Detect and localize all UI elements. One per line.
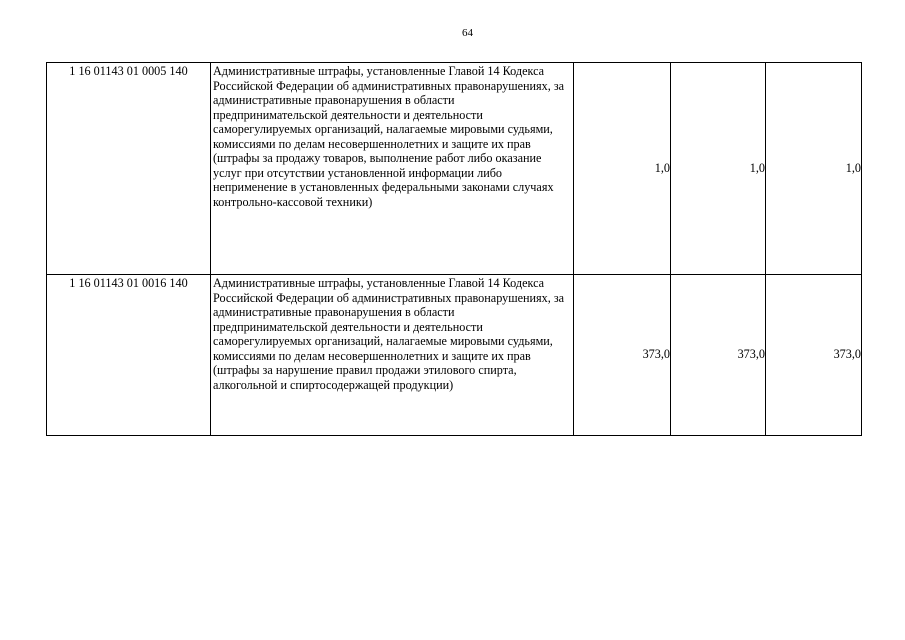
amount-year-3: 373,0 bbox=[766, 275, 862, 436]
table-row bbox=[47, 63, 862, 275]
amount-year-1: 1,0 bbox=[574, 63, 671, 275]
amount-year-3: 1,0 bbox=[766, 63, 862, 275]
budget-revenue-table bbox=[46, 62, 862, 436]
revenue-description: Административные штрафы, установленные Главой 14 Кодекса Российской Федерации об административных правонарушениях, за административные правонарушения в области предпринимательской деятельности и деятельности саморегулируемых организаций, налагаемые мировыми судьями, комиссиями по делам несовершеннолетних и защите их прав (штрафы за нарушение правил продажи этилового спирта, алкогольной и спиртосодержащей продукции) bbox=[211, 275, 574, 436]
revenue-description: Административные штрафы, установленные Главой 14 Кодекса Российской Федерации об административных правонарушениях, за административные правонарушения в области предпринимательской деятельности и деятельности саморегулируемых организаций, налагаемые мировыми судьями, комиссиями по делам несовершеннолетних и защите их прав (штрафы за продажу товаров, выполнение работ либо оказание услуг при отсутствии установленной информации либо неприменение в установленных федеральными законами случаях контрольно-кассовой техники) bbox=[211, 63, 574, 275]
budget-classification-code: 1 16 01143 01 0005 140 bbox=[47, 63, 211, 275]
amount-year-2: 1,0 bbox=[671, 63, 766, 275]
amount-year-1: 373,0 bbox=[574, 275, 671, 436]
table-row bbox=[47, 275, 862, 436]
amount-year-2: 373,0 bbox=[671, 275, 766, 436]
page-number: 64 bbox=[462, 27, 473, 39]
budget-classification-code: 1 16 01143 01 0016 140 bbox=[47, 275, 211, 436]
